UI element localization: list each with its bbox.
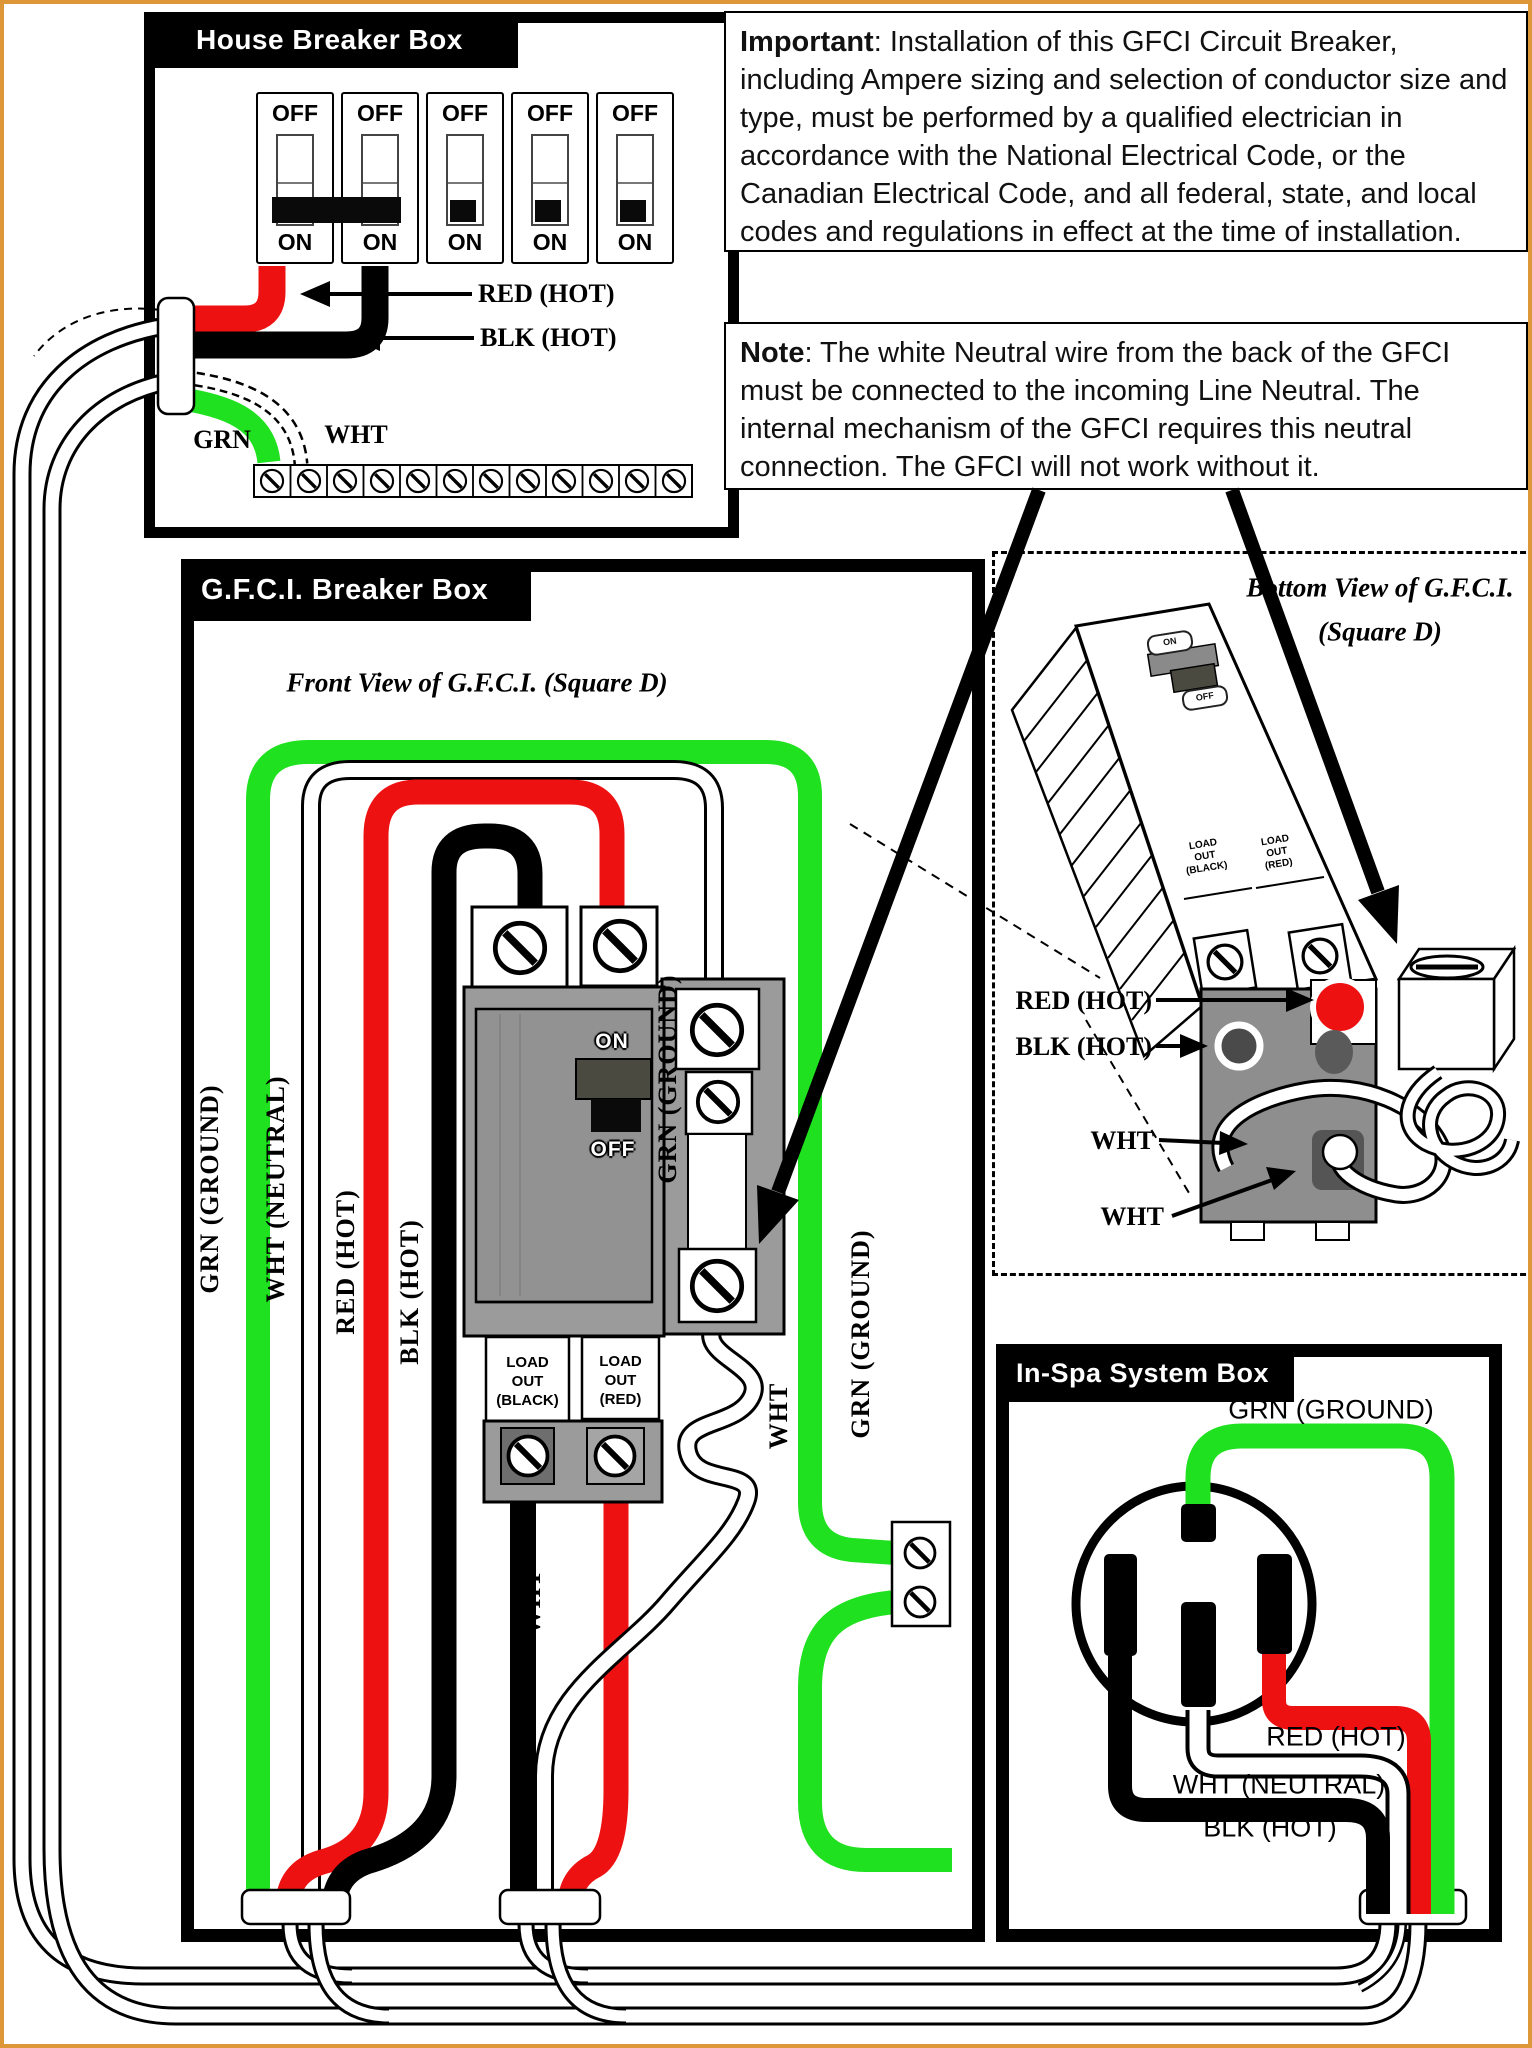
red-hot-terminal	[1313, 980, 1367, 1034]
breaker-off-label: OFF	[357, 100, 403, 126]
house-conduit	[158, 298, 194, 414]
gfci-wht-neutral-label-left: WHT (NEUTRAL)	[261, 1075, 290, 1303]
bottom-view-blk-hot-label: BLK (HOT)	[1015, 1032, 1152, 1061]
gfci-wht-low-label: WHT	[517, 1568, 546, 1636]
spa-grn-ground-label: GRN (GROUND)	[1228, 1394, 1434, 1425]
neutral-note-body: : The white Neutral wire from the back of the GFCI must be connected to the incoming Line Neutral. The internal mechanism of the GFCI requires this neutral connection. The GFCI will not work without it.	[740, 337, 1451, 483]
gfci-grn-ground-label-right-lower: GRN (GROUND)	[846, 1229, 875, 1439]
bottom-view-title-line1: Bottom View of G.F.C.I.	[1246, 572, 1514, 603]
gfci-wht-coil-label: WHT	[764, 1382, 793, 1450]
gfci-line-conduit	[242, 1890, 350, 1924]
mount-hole	[1315, 1030, 1353, 1074]
house-blk-hot-label: BLK (HOT)	[480, 323, 617, 352]
gfci-toggle-lower	[591, 1099, 641, 1132]
house-red-wire	[182, 266, 272, 319]
load-out-red-label: LOAD OUT (RED)	[599, 1352, 642, 1408]
blk-hot-terminal	[1218, 1025, 1260, 1067]
neutral-note-lead: Note	[740, 337, 805, 369]
important-note-lead: Important	[740, 26, 874, 58]
bottom-view-wht-label-2: WHT	[1100, 1202, 1164, 1231]
gfci-front-view-device	[464, 907, 950, 1626]
spa-wht-neutral-label: WHT (NEUTRAL)	[1172, 1769, 1386, 1800]
bottom-view-title-line2: (Square D)	[1318, 616, 1442, 647]
breaker-on-label: ON	[362, 229, 398, 255]
house-red-hot-label: RED (HOT)	[478, 279, 615, 308]
breaker-off-label: OFF	[272, 100, 318, 126]
wht-neutral-terminal	[1323, 1135, 1357, 1169]
ground-terminal	[892, 1522, 950, 1626]
neutral-ground-bar	[254, 465, 692, 497]
bottom-view-wht-label-1: WHT	[1090, 1126, 1154, 1155]
house-breaker-box-title-text: House Breaker Box	[196, 24, 463, 55]
in-spa-system-box-title-text: In-Spa System Box	[1016, 1357, 1270, 1388]
spa-red-hot-label: RED (HOT)	[1266, 1721, 1406, 1752]
front-off-label: OFF	[590, 1138, 636, 1161]
bottom-view-off-pill: OFF	[1181, 684, 1230, 712]
important-note-body: : Installation of this GFCI Circuit Breaker, including Ampere sizing and selection of conductor size and type, must be performed by a qualified electrician in accordance with the National Electrical Code, or the Canadian Electrical Code, and all federal, state, and local codes and regulations in effect at the time of installation.	[740, 26, 1508, 248]
prong-hot-black	[1104, 1554, 1137, 1656]
gfci-load-conduit	[500, 1890, 600, 1924]
gfci-blk-hot-label-left: BLK (HOT)	[395, 1219, 424, 1365]
bottom-view-load-out-red: LOAD OUT (RED)	[1260, 833, 1294, 872]
house-wht-label: WHT	[324, 420, 388, 449]
prong-ground	[1181, 1504, 1216, 1542]
breaker-on-label: ON	[532, 229, 568, 255]
gfci-toggle-upper	[576, 1059, 651, 1099]
breaker-off-label: OFF	[612, 100, 658, 126]
gfci-breaker-box-title	[181, 559, 531, 621]
prong-hot-red	[1257, 1554, 1292, 1654]
gfci-green-wire-lower	[810, 1602, 952, 1860]
front-on-label: ON	[595, 1030, 629, 1053]
front-view-title: Front View of G.F.C.I. (Square D)	[286, 667, 668, 698]
prong-neutral	[1181, 1602, 1216, 1707]
load-out-black-label: LOAD OUT (BLACK)	[496, 1353, 559, 1409]
breaker-off-label: OFF	[527, 100, 573, 126]
in-spa-system-box-title	[996, 1344, 1294, 1402]
gfci-grn-ground-label-right-upper: GRN (GROUND)	[653, 974, 682, 1184]
gfci-breaker-box-title-text: G.F.C.I. Breaker Box	[201, 573, 489, 606]
breaker-on-label: ON	[277, 229, 313, 255]
house-breaker-box-title	[144, 12, 518, 68]
neutral-terminal-stack	[676, 989, 759, 1322]
bottom-view-load-out-black: LOAD OUT (BLACK)	[1185, 837, 1229, 878]
gfci-red-hot-label-left: RED (HOT)	[331, 1189, 360, 1335]
spa-blk-hot-label: BLK (HOT)	[1203, 1812, 1337, 1843]
breaker-off-label: OFF	[442, 100, 488, 126]
gfci-grn-ground-label-left: GRN (GROUND)	[195, 1084, 224, 1294]
bottom-view-on-pill: ON	[1146, 629, 1195, 657]
bottom-view-red-hot-label: RED (HOT)	[1015, 986, 1152, 1015]
house-grn-label: GRN	[193, 425, 251, 454]
breaker-on-label: ON	[447, 229, 483, 255]
line-lug-block	[1399, 949, 1514, 1069]
breaker-on-label: ON	[617, 229, 653, 255]
